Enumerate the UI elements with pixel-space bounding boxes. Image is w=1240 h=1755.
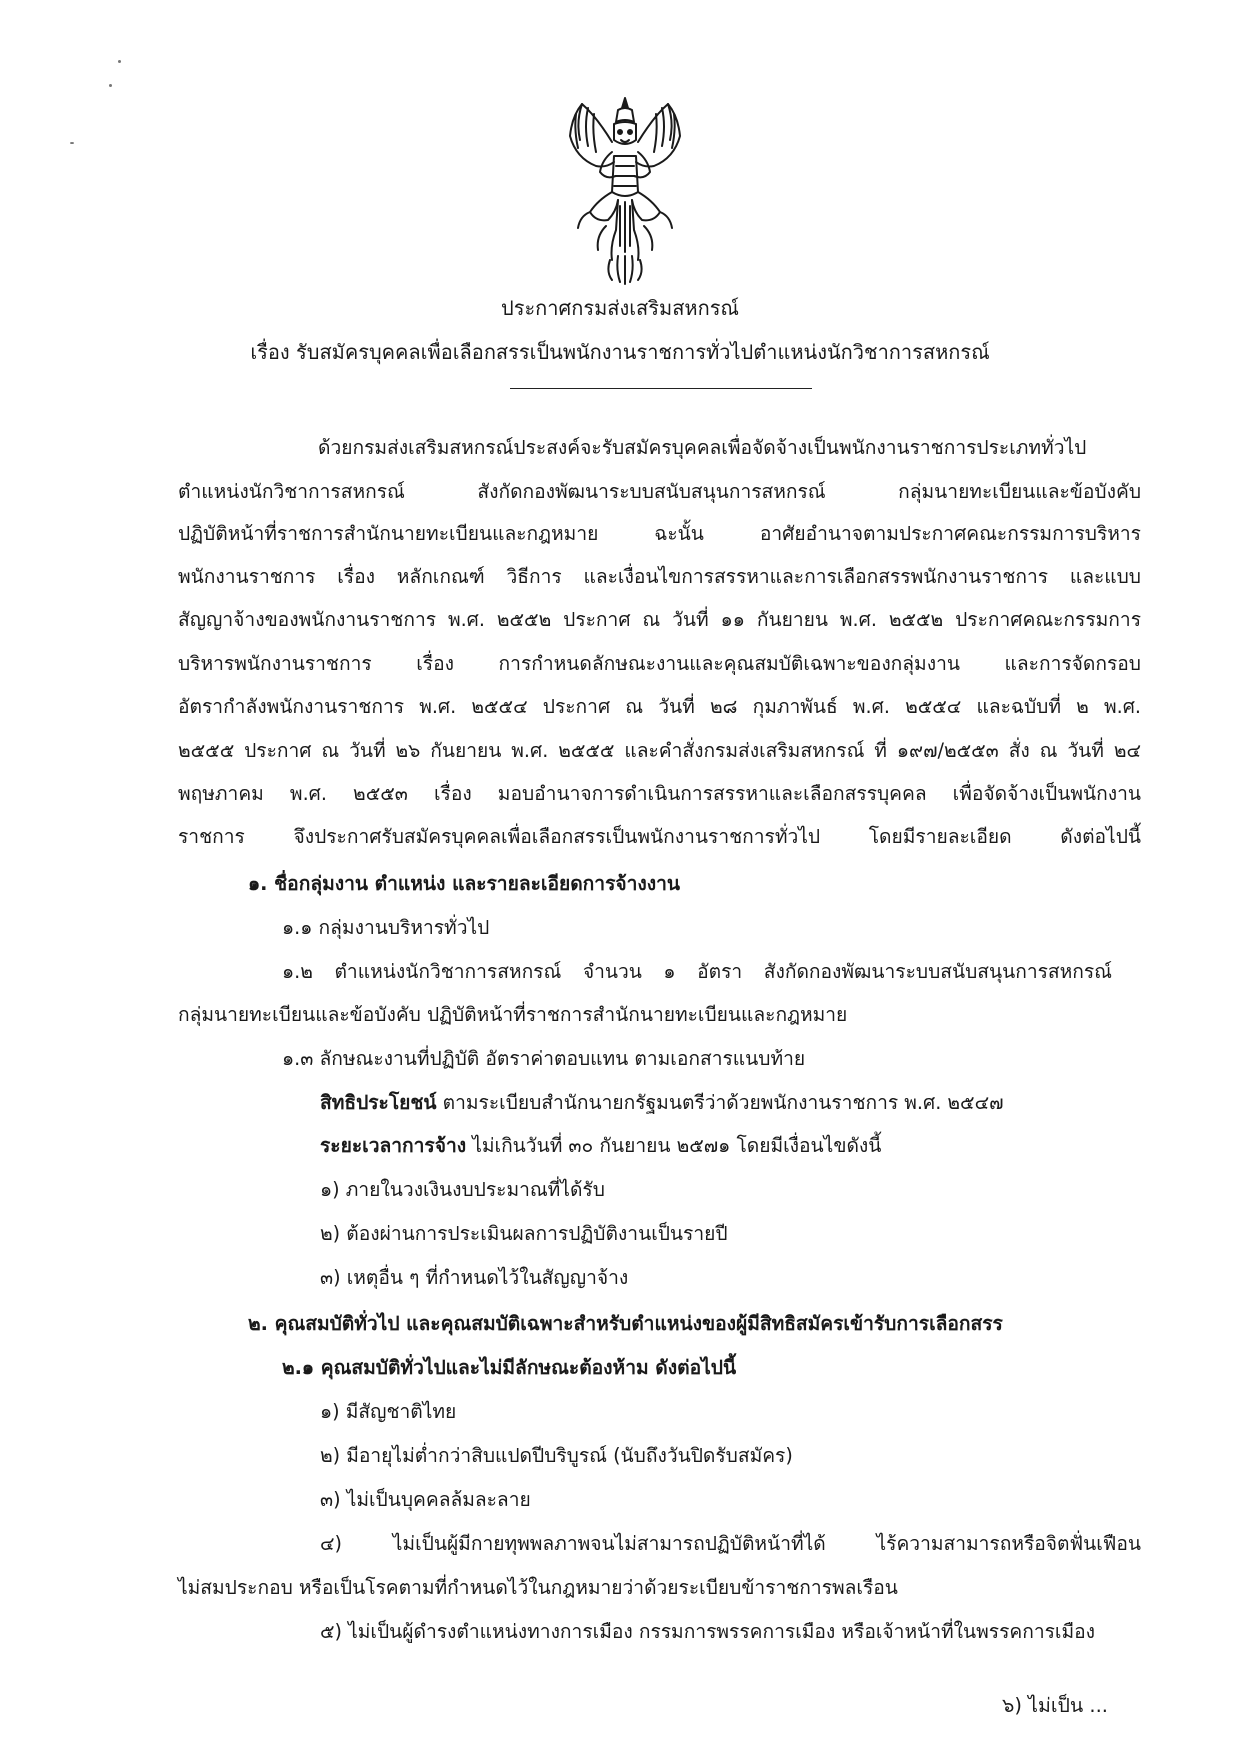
intro-line: สัญญาจ้างของพนักงานราชการ พ.ศ. ๒๕๕๒ ประกาศ ณ วันที่ ๑๑ กันยายน พ.ศ. ๒๕๕๒ ประกาศคณะกรรมการ: [178, 608, 1141, 631]
section2-heading: ๒. คุณสมบัติทั่วไป และคุณสมบัติเฉพาะสำหรับตำแหน่งของผู้มีสิทธิสมัครเข้ารับการเลือกสรร: [248, 1312, 1003, 1335]
announcement-subject: เรื่อง รับสมัครบุคคลเพื่อเลือกสรรเป็นพนักงานราชการทั่วไปตำแหน่งนักวิชาการสหกรณ์: [250, 340, 990, 364]
qualification-item: ๒) มีอายุไม่ต่ำกว่าสิบแปดปีบริบูรณ์ (นับถึงวันปิดรับสมัคร): [320, 1444, 793, 1467]
condition-item: ๓) เหตุอื่น ๆ ที่กำหนดไว้ในสัญญาจ้าง: [320, 1266, 629, 1289]
period-line: [320, 1134, 881, 1157]
announcement-title: ประกาศกรมส่งเสริมสหกรณ์: [501, 296, 739, 320]
qualification-item: ๓) ไม่เป็นบุคคลล้มละลาย: [320, 1488, 531, 1511]
section1-2-line1: ๑.๒ ตำแหน่งนักวิชาการสหกรณ์ จำนวน ๑ อัตรา สังกัดกองพัฒนาระบบสนับสนุนการสหกรณ์: [282, 960, 1112, 983]
intro-line: ตำแหน่งนักวิชาการสหกรณ์ สังกัดกองพัฒนาระบบสนับสนุนการสหกรณ์ กลุ่มนายทะเบียนและข้อบังคับ: [178, 480, 1141, 503]
garuda-emblem-icon: [566, 96, 684, 286]
title-divider: [510, 388, 812, 389]
scan-speck: [109, 84, 112, 87]
qualification-item: ๑) มีสัญชาติไทย: [320, 1400, 457, 1423]
benefit-label: สิทธิประโยชน์: [320, 1091, 437, 1114]
page-continuation: ๖) ไม่เป็น ...: [1001, 1694, 1108, 1717]
section1-1: ๑.๑ กลุ่มงานบริหารทั่วไป: [282, 916, 490, 939]
section1-2-line2: กลุ่มนายทะเบียนและข้อบังคับ ปฏิบัติหน้าที่ราชการสำนักนายทะเบียนและกฎหมาย: [178, 1003, 848, 1026]
scan-speck: [118, 60, 121, 63]
period-text: ไม่เกินวันที่ ๓๐ กันยายน ๒๕๗๑ โดยมีเงื่อนไขดังนี้: [466, 1134, 882, 1157]
section1-heading: ๑. ชื่อกลุ่มงาน ตำแหน่ง และรายละเอียดการจ้างงาน: [248, 872, 681, 895]
period-label: ระยะเวลาการจ้าง: [320, 1134, 467, 1157]
benefit-text: ตามระเบียบสำนักนายกรัฐมนตรีว่าด้วยพนักงานราชการ พ.ศ. ๒๕๔๗: [436, 1091, 1004, 1114]
condition-item: ๑) ภายในวงเงินงบประมาณที่ได้รับ: [320, 1178, 605, 1201]
qualification-item: ๔) ไม่เป็นผู้มีกายทุพพลภาพจนไม่สามารถปฏิบัติหน้าที่ได้ ไร้ความสามารถหรือจิตฟั่นเฟือน: [320, 1532, 1141, 1555]
intro-line: อัตรากำลังพนักงานราชการ พ.ศ. ๒๕๕๔ ประกาศ ณ วันที่ ๒๘ กุมภาพันธ์ พ.ศ. ๒๕๕๔ และฉบับที่ ๒ พ.ศ.: [178, 695, 1141, 718]
intro-line: ปฏิบัติหน้าที่ราชการสำนักนายทะเบียนและกฎหมาย ฉะนั้น อาศัยอำนาจตามประกาศคณะกรรมการบริหาร: [178, 522, 1141, 545]
section2-1-heading: ๒.๑ คุณสมบัติทั่วไปและไม่มีลักษณะต้องห้าม ดังต่อไปนี้: [282, 1356, 737, 1379]
scan-speck: [70, 142, 74, 144]
intro-line: ราชการ จึงประกาศรับสมัครบุคคลเพื่อเลือกสรรเป็นพนักงานราชการทั่วไป โดยมีรายละเอียด ดังต่อไปนี้: [178, 825, 1141, 848]
intro-line: ด้วยกรมส่งเสริมสหกรณ์ประสงค์จะรับสมัครบุคคลเพื่อจัดจ้างเป็นพนักงานราชการประเภททั่วไป: [318, 436, 1087, 459]
intro-line: พฤษภาคม พ.ศ. ๒๕๕๓ เรื่อง มอบอำนาจการดำเนินการสรรหาและเลือกสรรบุคคล เพื่อจัดจ้างเป็นพนักงาน: [178, 782, 1141, 805]
intro-line: บริหารพนักงานราชการ เรื่อง การกำหนดลักษณะงานและคุณสมบัติเฉพาะของกลุ่มงาน และการจัดกรอบ: [178, 652, 1141, 675]
condition-item: ๒) ต้องผ่านการประเมินผลการปฏิบัติงานเป็นรายปี: [320, 1222, 728, 1245]
intro-line: พนักงานราชการ เรื่อง หลักเกณฑ์ วิธีการ และเงื่อนไขการสรรหาและการเลือกสรรพนักงานราชการ และแบบ: [178, 565, 1141, 588]
qualification-item-cont: ไม่สมประกอบ หรือเป็นโรคตามที่กำหนดไว้ในกฎหมายว่าด้วยระเบียบข้าราชการพลเรือน: [178, 1576, 898, 1599]
section1-3: ๑.๓ ลักษณะงานที่ปฏิบัติ อัตราค่าตอบแทน ตามเอกสารแนบท้าย: [282, 1047, 806, 1070]
intro-line: ๒๕๕๕ ประกาศ ณ วันที่ ๒๖ กันยายน พ.ศ. ๒๕๕๕ และคำสั่งกรมส่งเสริมสหกรณ์ ที่ ๑๙๗/๒๕๕๓ สั่ง ณ วันที่ ๒๔: [178, 739, 1141, 762]
qualification-item: ๕) ไม่เป็นผู้ดำรงตำแหน่งทางการเมือง กรรมการพรรคการเมือง หรือเจ้าหน้าที่ในพรรคการเมือง: [320, 1620, 1096, 1643]
benefit-line: [320, 1091, 1004, 1114]
